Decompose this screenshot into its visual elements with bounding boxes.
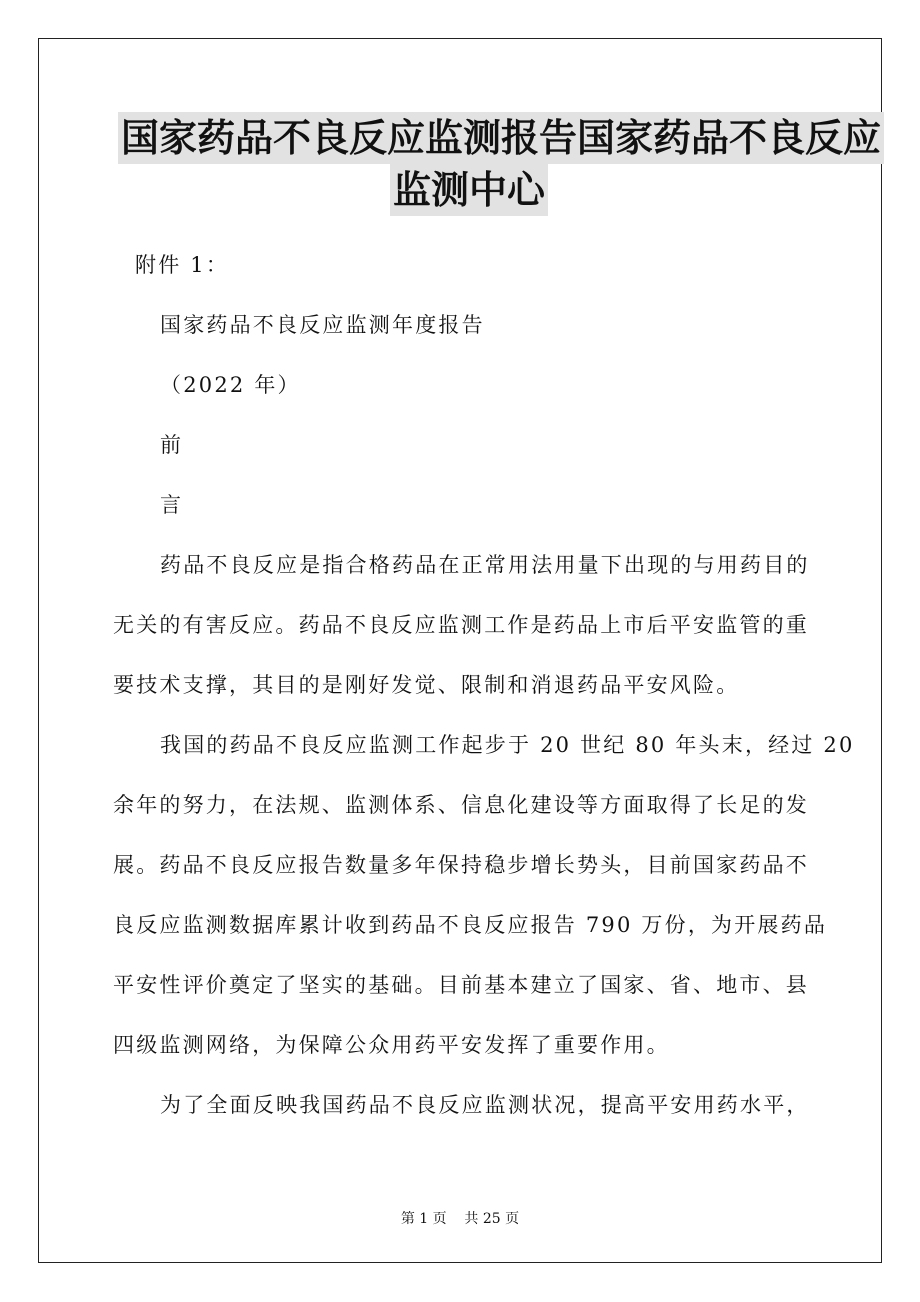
page-border [38, 38, 882, 1263]
body-line: 我国的药品不良反应监测工作起步于 20 世纪 80 年头末，经过 20 [160, 733, 855, 757]
body-line: 良反应监测数据库累计收到药品不良反应报告 790 万份，为开展药品 [113, 913, 828, 937]
body-line: 要技术支撑，其目的是刚好发觉、限制和消退药品平安风险。 [113, 673, 740, 697]
body-line: 展。药品不良反应报告数量多年保持稳步增长势头，目前国家药品不 [113, 853, 809, 877]
body-line: 四级监测网络，为保障公众用药平安发挥了重要作用。 [113, 1033, 670, 1057]
page-number-footer: 第 1 页 共 25 页 [400, 1211, 520, 1227]
body-line: 平安性评价奠定了坚实的基础。目前基本建立了国家、省、地市、县 [113, 973, 809, 997]
document-title-line-2: 监测中心 [390, 164, 548, 216]
report-name: 国家药品不良反应监测年度报告 [160, 313, 485, 337]
preface-char-1: 前 [160, 433, 184, 457]
body-line: 无关的有害反应。药品不良反应监测工作是药品上市后平安监管的重 [113, 613, 809, 637]
body-line: 余年的努力，在法规、监测体系、信息化建设等方面取得了长足的发 [113, 793, 809, 817]
report-year: （2022 年） [160, 373, 301, 397]
attachment-label: 附件 1： [135, 253, 230, 277]
preface-char-2: 言 [160, 493, 184, 517]
document-title-line-1: 国家药品不良反应监测报告国家药品不良反应 [118, 112, 884, 164]
body-line: 药品不良反应是指合格药品在正常用法用量下出现的与用药目的 [160, 553, 810, 577]
body-line: 为了全面反映我国药品不良反应监测状况，提高平安用药水平， [160, 1093, 810, 1117]
